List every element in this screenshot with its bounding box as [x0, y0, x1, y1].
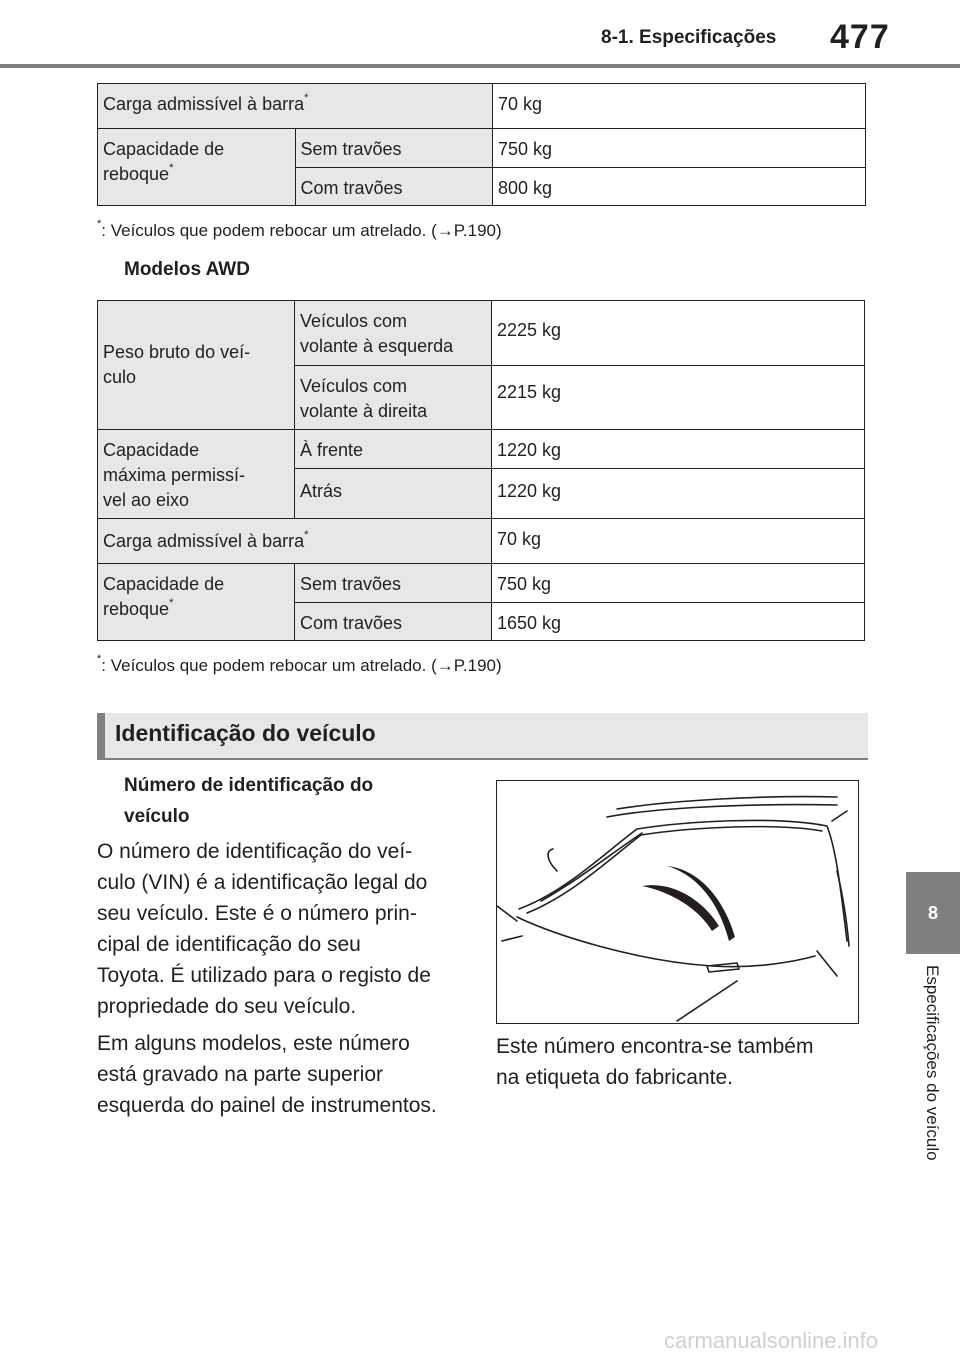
table-cell-value: 1220 kg: [492, 469, 865, 519]
table-cell-value: 800 kg: [493, 168, 866, 206]
table-cell-sublabel: Com travões: [295, 168, 493, 206]
page-reference-link[interactable]: P.190): [453, 221, 502, 240]
table-row: [98, 564, 865, 603]
section-heading: [97, 713, 868, 760]
watermark: carmanualsonline.info: [664, 1328, 879, 1353]
table-cell-label: Carga admissível à barra*: [98, 84, 493, 129]
table-row: [98, 430, 865, 469]
vin-location-illustration: [496, 780, 859, 1024]
footnote: *: Veículos que podem rebocar um atrelado. (→P.190): [97, 653, 502, 675]
vin-paragraph-2: Em alguns modelos, este número está gravado na parte superior esquerda do painel de instrumentos.: [97, 1032, 437, 1117]
table-cell-value: 750 kg: [493, 129, 866, 168]
arrow-icon: →: [436, 221, 454, 240]
table-cell-label: Capacidade de reboque*: [98, 129, 296, 206]
table-cell-sublabel: Sem travões: [295, 564, 492, 603]
table-cell-value: 2215 kg: [492, 366, 865, 430]
chapter-label: Especificações do veículo: [923, 965, 942, 1161]
table-cell-sublabel: Atrás: [295, 469, 492, 519]
table-row: [98, 84, 866, 129]
table-cell-sublabel: Veículos com volante à esquerda: [295, 301, 492, 366]
table-cell-label: Carga admissível à barra*: [98, 519, 492, 564]
vin-heading: Número de identificação do veículo: [124, 775, 374, 827]
table-cell-sublabel: À frente: [295, 430, 492, 469]
table-cell-label: Peso bruto do veí- culo: [98, 301, 295, 430]
footnote: *: Veículos que podem rebocar um atrelado. (→P.190): [97, 218, 502, 240]
table-cell-label: Capacidade máxima permissí- vel ao eixo: [98, 430, 295, 519]
section-heading-text: Identificação do veículo: [115, 720, 376, 746]
table-cell-sublabel: Sem travões: [295, 129, 493, 168]
page-number: 477: [830, 18, 890, 56]
spec-table-2: [97, 300, 865, 641]
table-cell-label: Capacidade de reboque*: [98, 564, 295, 641]
table-cell-value: 70 kg: [493, 84, 866, 129]
arrow-icon: →: [436, 656, 454, 675]
header-divider: [0, 64, 960, 68]
spec-table-1: [97, 83, 866, 206]
awd-heading: Modelos AWD: [124, 259, 250, 280]
table-row: [98, 129, 866, 168]
vin-caption: Este número encontra-se também na etiqueta do fabricante.: [496, 1035, 814, 1089]
table-cell-value: 70 kg: [492, 519, 865, 564]
table-cell-value: 1220 kg: [492, 430, 865, 469]
section-heading-bar: [97, 713, 105, 760]
table-cell-sublabel: Com travões: [295, 603, 492, 641]
section-title-header: 8-1. Especificações: [601, 27, 777, 48]
chapter-number: 8: [927, 902, 938, 923]
chapter-tab[interactable]: [906, 872, 960, 954]
page-reference-link[interactable]: P.190): [453, 656, 502, 675]
table-cell-sublabel: Veículos com volante à direita: [295, 366, 492, 430]
table-cell-value: 750 kg: [492, 564, 865, 603]
table-row: [98, 301, 865, 366]
table-cell-value: 2225 kg: [492, 301, 865, 366]
windshield-drawing: [497, 781, 857, 1022]
table-cell-value: 1650 kg: [492, 603, 865, 641]
vin-paragraph: O número de identificação do veí- culo (VIN) é a identificação legal do seu veículo. Este é o número prin- cipal de identificação do seu Toyota. É utilizado para o registo de propriedade do seu veículo.: [97, 840, 431, 1018]
table-row: [98, 519, 865, 564]
